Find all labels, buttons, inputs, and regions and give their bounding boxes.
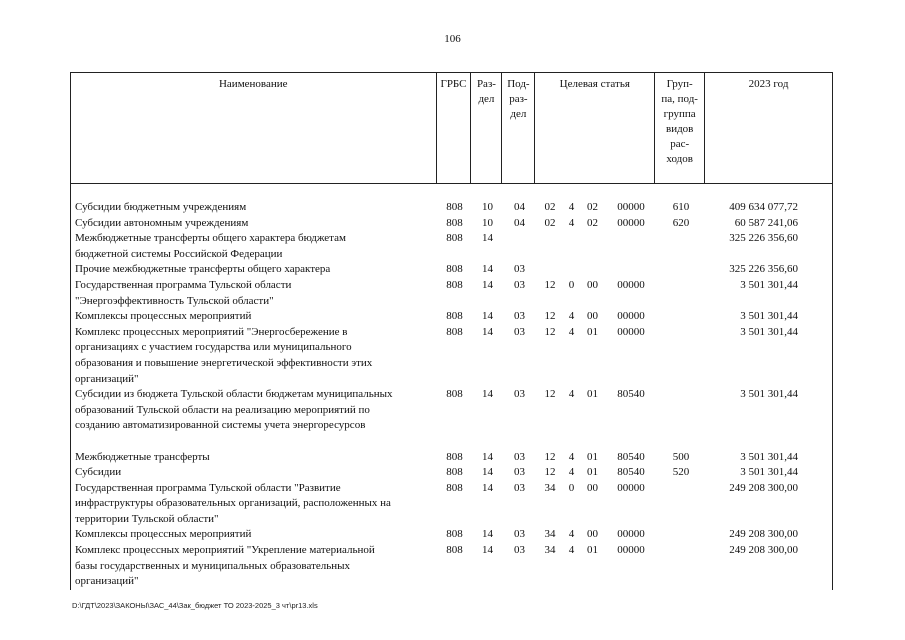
- cell-grbs: 808: [446, 466, 463, 479]
- header-name: Наименование: [71, 73, 437, 183]
- cell-target-subprogram: [579, 262, 606, 278]
- cell-target-program: 12: [544, 325, 556, 338]
- cell-podrazdel: 03: [514, 310, 525, 323]
- cell-name-line: Комплекс процессных мероприятий "Укрепление материальной: [75, 544, 375, 557]
- cell-target-direction: 00000: [617, 310, 645, 323]
- table-row: [70, 278, 833, 309]
- cell-grbs: 808: [446, 232, 463, 245]
- cell-name-line: образования и повышение энергетической эффективности этих: [75, 356, 373, 369]
- cell-name-line: Комплекс процессных мероприятий "Энергосбережение в: [75, 325, 348, 338]
- footer-file-path: D:\ГДТ\2023\ЗАКОНЫ\ЗАС_44\Зак_бюджет ТО 2023-2025_3 чт\pr13.xls: [72, 601, 318, 610]
- cell-amount-2023: 3 501 301,44: [740, 466, 798, 479]
- cell-grbs: 808: [446, 263, 463, 276]
- header-vr: Груп- па, под- группа видов рас- ходов: [655, 73, 705, 183]
- cell-grbs: 808: [446, 278, 463, 291]
- cell-target-type: 4: [568, 325, 575, 338]
- table-row: [70, 481, 833, 528]
- cell-target-program: 34: [544, 544, 556, 557]
- header-razdel: Раз- дел: [471, 73, 502, 183]
- cell-target-type: 4: [568, 201, 575, 213]
- cell-target-subprogram: 00: [587, 278, 598, 291]
- table-row: [70, 216, 833, 232]
- cell-expense-group: [656, 309, 706, 325]
- table-row: [70, 309, 833, 325]
- cell-target-program: 34: [544, 481, 556, 494]
- cell-razdel: 14: [482, 278, 493, 291]
- cell-razdel: 14: [482, 544, 493, 557]
- cell-podrazdel: 03: [514, 450, 525, 463]
- cell-podrazdel: 03: [514, 466, 525, 479]
- cell-name: [71, 231, 437, 262]
- cell-name-line: организациях с участием государства или муниципального: [75, 341, 352, 354]
- cell-target-type: 4: [568, 216, 575, 229]
- cell-razdel: 10: [482, 216, 493, 229]
- cell-name-line: Субсидии из бюджета Тульской области бюджетам муниципальных: [75, 388, 393, 401]
- cell-podrazdel: 04: [514, 201, 525, 213]
- cell-razdel: 14: [482, 388, 493, 401]
- cell-target-subprogram: 02: [587, 201, 598, 213]
- cell-amount-2023: 3 501 301,44: [740, 388, 798, 401]
- cell-target-program: 02: [544, 201, 556, 213]
- cell-name-line: Субсидии автономным учреждениям: [75, 216, 249, 229]
- cell-podrazdel: 03: [514, 528, 525, 541]
- cell-target-subprogram: 00: [587, 310, 598, 323]
- cell-razdel: 14: [482, 528, 493, 541]
- table-row: [70, 231, 833, 262]
- cell-target-subprogram: 02: [587, 216, 598, 229]
- table-body: [70, 184, 833, 590]
- cell-name: [71, 278, 437, 309]
- cell-podrazdel: 03: [514, 263, 525, 276]
- cell-expense-group: [656, 262, 706, 278]
- table-header: [70, 72, 833, 184]
- cell-name-line: Прочие межбюджетные трансферты общего характера: [75, 263, 331, 276]
- cell-name: [71, 465, 437, 481]
- cell-name: [71, 262, 437, 278]
- cell-name: [71, 325, 437, 387]
- cell-podrazdel: 03: [514, 325, 525, 338]
- cell-expense-group: [656, 543, 706, 590]
- cell-target-subprogram: 01: [587, 544, 598, 557]
- cell-amount-2023: 3 501 301,44: [740, 310, 798, 323]
- cell-target-type: 4: [568, 544, 575, 557]
- cell-target-subprogram: [579, 231, 606, 262]
- cell-podrazdel: 03: [514, 278, 525, 291]
- header-target: Целевая статья: [535, 73, 655, 183]
- cell-amount-2023: 3 501 301,44: [740, 278, 798, 291]
- cell-name: [71, 450, 437, 466]
- cell-expense-group: [656, 527, 706, 543]
- cell-name: [71, 200, 437, 216]
- cell-target-program: 12: [544, 310, 556, 323]
- cell-grbs: 808: [446, 450, 463, 463]
- cell-target-direction: 80540: [617, 450, 645, 463]
- cell-expense-group: [656, 278, 706, 309]
- cell-name: [71, 309, 437, 325]
- cell-amount-2023: 60 587 241,06: [734, 216, 798, 229]
- cell-razdel: 14: [482, 263, 493, 276]
- cell-name: [71, 387, 437, 449]
- cell-target-program: 12: [544, 450, 556, 463]
- cell-target-subprogram: 00: [587, 481, 598, 494]
- cell-target-direction: 00000: [617, 201, 645, 213]
- cell-name-line: Государственная программа Тульской области "Развитие: [75, 481, 341, 494]
- cell-grbs: 808: [446, 310, 463, 323]
- cell-amount-2023: 409 634 077,72: [729, 201, 798, 213]
- cell-target-type: 0: [568, 278, 575, 291]
- header-podrazdel: Под- раз- дел: [502, 73, 535, 183]
- cell-razdel: 14: [482, 481, 493, 494]
- budget-table: [70, 72, 833, 590]
- cell-name-line: Субсидии: [75, 466, 122, 479]
- cell-target-program: 12: [544, 466, 556, 479]
- cell-razdel: 14: [482, 232, 493, 245]
- cell-podrazdel: 03: [514, 481, 525, 494]
- table-row: [70, 543, 833, 590]
- cell-target-type: 4: [568, 388, 575, 401]
- cell-podrazdel: [503, 231, 536, 262]
- table-row: [70, 465, 833, 481]
- cell-name-line: бюджетной системы Российской Федерации: [75, 247, 283, 260]
- cell-name-line: [75, 434, 437, 450]
- cell-name-line: инфраструктуры образовательных организаций, расположенных на: [75, 497, 391, 510]
- cell-target-subprogram: 01: [587, 466, 598, 479]
- cell-target-type: 4: [568, 466, 575, 479]
- cell-expense-group: [656, 481, 706, 528]
- cell-target-program: 34: [544, 528, 556, 541]
- cell-target-program: [536, 231, 564, 262]
- cell-target-direction: 00000: [617, 216, 645, 229]
- cell-grbs: 808: [446, 481, 463, 494]
- cell-amount-2023: 249 208 300,00: [729, 481, 798, 494]
- cell-expense-group: 500: [672, 450, 690, 463]
- cell-name-line: Межбюджетные трансферты общего характера бюджетам: [75, 232, 346, 245]
- cell-expense-group: 610: [672, 201, 690, 213]
- cell-target-direction: 00000: [617, 278, 645, 291]
- cell-target-direction: [606, 231, 656, 262]
- cell-target-direction: 80540: [617, 466, 645, 479]
- cell-amount-2023: 249 208 300,00: [729, 544, 798, 557]
- cell-grbs: 808: [446, 388, 463, 401]
- cell-name: [71, 527, 437, 543]
- cell-razdel: 14: [482, 450, 493, 463]
- table-row: [70, 527, 833, 543]
- cell-razdel: 14: [482, 325, 493, 338]
- cell-name-line: базы государственных и муниципальных образовательных: [75, 559, 351, 572]
- cell-target-subprogram: 01: [587, 450, 598, 463]
- cell-target-direction: 00000: [617, 325, 645, 338]
- cell-grbs: 808: [446, 201, 463, 213]
- cell-target-type: [564, 231, 579, 262]
- cell-target-subprogram: 01: [587, 388, 598, 401]
- cell-name-line: образований Тульской области на реализацию мероприятий по: [75, 403, 370, 416]
- cell-name-line: Субсидии бюджетным учреждениям: [75, 201, 247, 213]
- cell-amount-2023: 249 208 300,00: [729, 528, 798, 541]
- cell-name: [71, 216, 437, 232]
- cell-name-line: организаций": [75, 372, 139, 385]
- cell-grbs: 808: [446, 216, 463, 229]
- cell-target-direction: 00000: [617, 544, 645, 557]
- cell-razdel: 10: [482, 201, 493, 213]
- cell-razdel: 14: [482, 466, 493, 479]
- cell-name-line: территории Тульской области": [75, 512, 219, 525]
- cell-name-line: Межбюджетные трансферты: [75, 450, 210, 463]
- cell-expense-group: [656, 325, 706, 387]
- cell-razdel: 14: [482, 310, 493, 323]
- cell-target-program: 02: [544, 216, 556, 229]
- cell-amount-2023: 325 226 356,60: [729, 232, 798, 245]
- cell-target-subprogram: 01: [587, 325, 598, 338]
- cell-expense-group: [656, 387, 706, 449]
- cell-target-type: 0: [568, 481, 575, 494]
- cell-expense-group: [656, 231, 706, 262]
- cell-target-direction: 00000: [617, 528, 645, 541]
- cell-grbs: 808: [446, 544, 463, 557]
- cell-expense-group: 620: [672, 216, 690, 229]
- cell-target-direction: 80540: [617, 388, 645, 401]
- cell-amount-2023: 325 226 356,60: [729, 263, 798, 276]
- table-row: [70, 387, 833, 449]
- header-grbs: ГРБС: [437, 73, 472, 183]
- cell-target-type: 4: [568, 528, 575, 541]
- cell-target-type: [564, 262, 579, 278]
- cell-podrazdel: 04: [514, 216, 525, 229]
- cell-target-type: 4: [568, 450, 575, 463]
- cell-name-line: Государственная программа Тульской области: [75, 278, 292, 291]
- cell-amount-2023: 3 501 301,44: [740, 325, 798, 338]
- cell-name: [71, 481, 437, 528]
- cell-podrazdel: 03: [514, 388, 525, 401]
- cell-target-program: [536, 262, 564, 278]
- cell-name-line: "Энергоэффективность Тульской области": [75, 294, 274, 307]
- cell-target-type: 4: [568, 310, 575, 323]
- cell-name-line: Комплексы процессных мероприятий: [75, 528, 252, 541]
- cell-expense-group: 520: [672, 466, 690, 479]
- cell-name-line: Комплексы процессных мероприятий: [75, 310, 252, 323]
- page-number: 106: [444, 33, 461, 45]
- cell-name-line: организаций": [75, 575, 139, 588]
- table-row: [70, 262, 833, 278]
- header-sum: 2023 год: [705, 73, 833, 183]
- cell-target-direction: 00000: [617, 481, 645, 494]
- cell-grbs: 808: [446, 325, 463, 338]
- cell-podrazdel: 03: [514, 544, 525, 557]
- row-spacer: [70, 184, 833, 200]
- cell-name: [71, 543, 437, 590]
- cell-grbs: 808: [446, 528, 463, 541]
- cell-target-subprogram: 00: [587, 528, 598, 541]
- cell-target-direction: [606, 262, 656, 278]
- table-row: [70, 450, 833, 466]
- cell-target-program: 12: [544, 388, 556, 401]
- table-row: [70, 200, 833, 216]
- table-row: [70, 325, 833, 387]
- cell-name-line: созданию автоматизированной системы учета энергоресурсов: [75, 419, 366, 432]
- cell-amount-2023: 3 501 301,44: [740, 450, 798, 463]
- cell-target-program: 12: [544, 278, 556, 291]
